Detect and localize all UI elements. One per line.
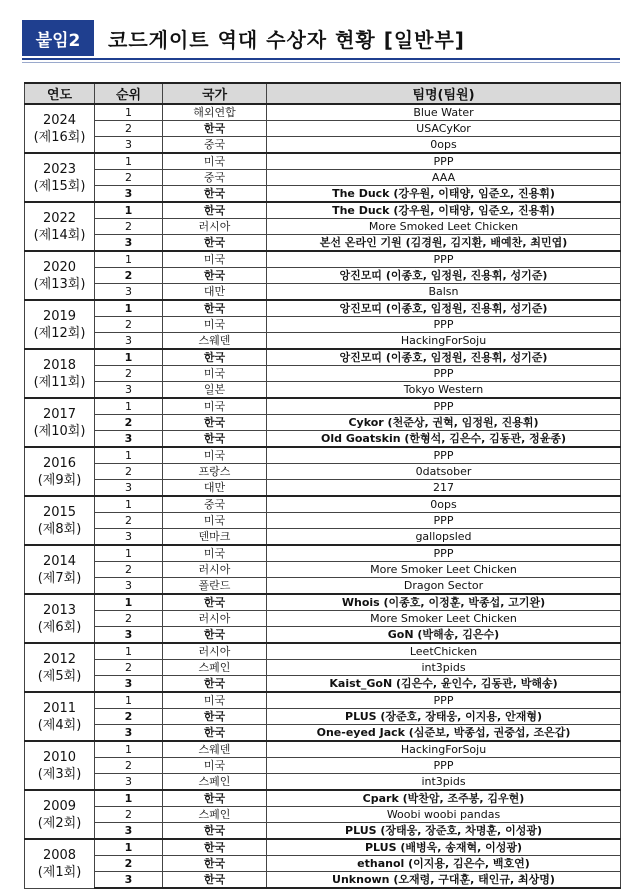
table-row — [25, 186, 621, 203]
country-cell: 한국 — [163, 839, 267, 856]
country-cell: 한국 — [163, 202, 267, 219]
team-cell: Kaist_GoN (김은수, 윤인수, 김동관, 박해송) — [267, 676, 621, 693]
rank-cell: 2 — [95, 317, 163, 333]
rank-cell: 1 — [95, 839, 163, 856]
rank-cell: 1 — [95, 692, 163, 709]
rank-cell: 1 — [95, 496, 163, 513]
edition-value: (제13회) — [33, 276, 86, 292]
rank-cell: 2 — [95, 709, 163, 725]
rank-cell: 2 — [95, 513, 163, 529]
rank-cell: 1 — [95, 202, 163, 219]
year-cell — [25, 251, 95, 300]
edition-value: (제2회) — [37, 815, 82, 831]
country-cell: 한국 — [163, 790, 267, 807]
year-cell — [25, 839, 95, 888]
team-cell: 0ops — [267, 496, 621, 513]
table-row — [25, 660, 621, 676]
table-row — [25, 349, 621, 366]
rank-cell: 3 — [95, 137, 163, 154]
country-cell: 스웨덴 — [163, 741, 267, 758]
country-cell: 중국 — [163, 170, 267, 186]
table-row — [25, 415, 621, 431]
team-cell: Cykor (천준상, 권혁, 임정원, 진용휘) — [267, 415, 621, 431]
table-row — [25, 398, 621, 415]
rank-cell: 3 — [95, 431, 163, 448]
team-cell: 0ops — [267, 137, 621, 154]
team-cell: One-eyed Jack (심준보, 박종섭, 권중섭, 조은갑) — [267, 725, 621, 742]
team-cell: int3pids — [267, 774, 621, 791]
table-row — [25, 790, 621, 807]
team-cell: PPP — [267, 545, 621, 562]
rank-cell: 2 — [95, 758, 163, 774]
rank-cell: 2 — [95, 219, 163, 235]
country-cell: 덴마크 — [163, 529, 267, 546]
rank-cell: 3 — [95, 333, 163, 350]
table-row — [25, 839, 621, 856]
team-cell: PPP — [267, 398, 621, 415]
year-value: 2012 — [42, 651, 77, 667]
rank-cell: 3 — [95, 284, 163, 301]
year-cell — [25, 643, 95, 692]
country-cell: 한국 — [163, 268, 267, 284]
rank-cell: 1 — [95, 153, 163, 170]
page-title: 코드게이트 역대 수상자 현황 [일반부] — [108, 28, 465, 52]
table-row — [25, 104, 621, 121]
table-row — [25, 170, 621, 186]
rank-cell: 3 — [95, 627, 163, 644]
edition-value: (제15회) — [33, 178, 86, 194]
country-cell: 미국 — [163, 692, 267, 709]
rank-cell: 3 — [95, 578, 163, 595]
country-cell: 한국 — [163, 121, 267, 137]
column-header-team: 팀명(팀원) — [267, 83, 621, 104]
year-cell — [25, 349, 95, 398]
team-cell: PPP — [267, 447, 621, 464]
team-cell: AAA — [267, 170, 621, 186]
country-cell: 미국 — [163, 447, 267, 464]
country-cell: 폴란드 — [163, 578, 267, 595]
edition-value: (제7회) — [37, 570, 82, 586]
team-cell: PLUS (장태웅, 장준호, 차명훈, 이성광) — [267, 823, 621, 840]
table-row — [25, 251, 621, 268]
team-cell: 217 — [267, 480, 621, 497]
edition-value: (제9회) — [37, 472, 82, 488]
year-cell — [25, 594, 95, 643]
rank-cell: 3 — [95, 529, 163, 546]
table-body — [25, 104, 621, 888]
header-divider — [22, 58, 620, 60]
rank-cell: 2 — [95, 415, 163, 431]
edition-value: (제16회) — [33, 129, 86, 145]
edition-value: (제8회) — [37, 521, 82, 537]
edition-value: (제10회) — [33, 423, 86, 439]
edition-value: (제6회) — [37, 619, 82, 635]
table-row — [25, 464, 621, 480]
rank-cell: 3 — [95, 774, 163, 791]
team-cell: More Smoked Leet Chicken — [267, 219, 621, 235]
team-cell: PPP — [267, 317, 621, 333]
team-cell: HackingForSoju — [267, 741, 621, 758]
document-header — [22, 18, 620, 58]
country-cell: 스웨덴 — [163, 333, 267, 350]
rank-cell: 1 — [95, 104, 163, 121]
rank-cell: 3 — [95, 382, 163, 399]
year-cell — [25, 447, 95, 496]
rank-cell: 2 — [95, 807, 163, 823]
table-row — [25, 480, 621, 497]
rank-cell: 3 — [95, 823, 163, 840]
table-row — [25, 219, 621, 235]
year-value: 2022 — [42, 210, 77, 226]
edition-value: (제5회) — [37, 668, 82, 684]
year-value: 2009 — [42, 798, 77, 814]
country-cell: 한국 — [163, 300, 267, 317]
rank-cell: 2 — [95, 856, 163, 872]
country-cell: 대만 — [163, 284, 267, 301]
team-cell: PPP — [267, 366, 621, 382]
country-cell: 스페인 — [163, 660, 267, 676]
team-cell: Cpark (박찬암, 조주봉, 김우현) — [267, 790, 621, 807]
team-cell: More Smoker Leet Chicken — [267, 611, 621, 627]
team-cell: GoN (박해송, 김은수) — [267, 627, 621, 644]
rank-cell: 3 — [95, 676, 163, 693]
edition-value: (제12회) — [33, 325, 86, 341]
edition-value: (제1회) — [37, 864, 82, 880]
country-cell: 한국 — [163, 415, 267, 431]
team-cell: ethanol (이지용, 김은수, 백호연) — [267, 856, 621, 872]
country-cell: 한국 — [163, 627, 267, 644]
team-cell: PPP — [267, 153, 621, 170]
team-cell: Old Goatskin (한형석, 김은수, 김동관, 정윤종) — [267, 431, 621, 448]
rank-cell: 1 — [95, 594, 163, 611]
team-cell: gallopsled — [267, 529, 621, 546]
table-row — [25, 235, 621, 252]
country-cell: 한국 — [163, 676, 267, 693]
country-cell: 미국 — [163, 398, 267, 415]
country-cell: 러시아 — [163, 562, 267, 578]
country-cell: 러시아 — [163, 219, 267, 235]
country-cell: 러시아 — [163, 643, 267, 660]
year-value: 2024 — [42, 112, 77, 128]
table-row — [25, 676, 621, 693]
table-row — [25, 300, 621, 317]
table-row — [25, 823, 621, 840]
table-row — [25, 529, 621, 546]
country-cell: 미국 — [163, 758, 267, 774]
table-row — [25, 366, 621, 382]
team-cell: PPP — [267, 758, 621, 774]
team-cell: HackingForSoju — [267, 333, 621, 350]
rank-cell: 3 — [95, 480, 163, 497]
team-cell: Unknown (오재령, 구대훈, 태인규, 최상명) — [267, 872, 621, 889]
country-cell: 미국 — [163, 366, 267, 382]
team-cell: The Duck (강우원, 이태양, 임준오, 진용휘) — [267, 202, 621, 219]
rank-cell: 1 — [95, 545, 163, 562]
year-cell — [25, 104, 95, 153]
winners-table — [24, 82, 621, 889]
team-cell: PPP — [267, 692, 621, 709]
table-row — [25, 611, 621, 627]
table-header-row — [25, 83, 621, 104]
table-row — [25, 856, 621, 872]
team-cell: PPP — [267, 513, 621, 529]
year-cell — [25, 790, 95, 839]
team-cell: Balsn — [267, 284, 621, 301]
country-cell: 스페인 — [163, 807, 267, 823]
rank-cell: 1 — [95, 741, 163, 758]
team-cell: The Duck (강우원, 이태양, 임준오, 진용휘) — [267, 186, 621, 203]
team-cell: 앙진모띠 (이종호, 임정원, 진용휘, 성기준) — [267, 300, 621, 317]
rank-cell: 3 — [95, 186, 163, 203]
rank-cell: 2 — [95, 268, 163, 284]
table-row — [25, 692, 621, 709]
year-cell — [25, 202, 95, 251]
year-cell — [25, 300, 95, 349]
table-row — [25, 121, 621, 137]
table-row — [25, 741, 621, 758]
table-row — [25, 153, 621, 170]
rank-cell: 1 — [95, 349, 163, 366]
year-cell — [25, 496, 95, 545]
country-cell: 한국 — [163, 725, 267, 742]
table-row — [25, 137, 621, 154]
team-cell: More Smoker Leet Chicken — [267, 562, 621, 578]
rank-cell: 1 — [95, 251, 163, 268]
country-cell: 프랑스 — [163, 464, 267, 480]
edition-value: (제11회) — [33, 374, 86, 390]
team-cell: Dragon Sector — [267, 578, 621, 595]
country-cell: 중국 — [163, 137, 267, 154]
country-cell: 미국 — [163, 153, 267, 170]
edition-value: (제4회) — [37, 717, 82, 733]
year-value: 2018 — [42, 357, 77, 373]
country-cell: 중국 — [163, 496, 267, 513]
rank-cell: 3 — [95, 725, 163, 742]
rank-cell: 2 — [95, 611, 163, 627]
table-row — [25, 774, 621, 791]
rank-cell: 2 — [95, 170, 163, 186]
table-row — [25, 333, 621, 350]
rank-cell: 2 — [95, 562, 163, 578]
table-row — [25, 758, 621, 774]
rank-cell: 3 — [95, 872, 163, 889]
country-cell: 한국 — [163, 431, 267, 448]
rank-cell: 1 — [95, 447, 163, 464]
table-row — [25, 643, 621, 660]
column-header-year: 연도 — [25, 83, 95, 104]
year-cell — [25, 545, 95, 594]
table-row — [25, 725, 621, 742]
country-cell: 한국 — [163, 872, 267, 889]
country-cell: 미국 — [163, 513, 267, 529]
table-row — [25, 317, 621, 333]
rank-cell: 1 — [95, 643, 163, 660]
team-cell: Tokyo Western — [267, 382, 621, 399]
table-row — [25, 268, 621, 284]
year-cell — [25, 153, 95, 202]
column-header-country: 국가 — [163, 83, 267, 104]
table-row — [25, 431, 621, 448]
rank-cell: 2 — [95, 121, 163, 137]
table-row — [25, 872, 621, 889]
country-cell: 일본 — [163, 382, 267, 399]
country-cell: 해외연합 — [163, 104, 267, 121]
year-value: 2008 — [42, 847, 77, 863]
year-value: 2016 — [42, 455, 77, 471]
table-row — [25, 382, 621, 399]
year-value: 2013 — [42, 602, 77, 618]
edition-value: (제14회) — [33, 227, 86, 243]
year-cell — [25, 741, 95, 790]
country-cell: 한국 — [163, 709, 267, 725]
team-cell: 앙진모띠 (이종호, 임정원, 진용휘, 성기준) — [267, 268, 621, 284]
country-cell: 한국 — [163, 349, 267, 366]
team-cell: Blue Water — [267, 104, 621, 121]
rank-cell: 2 — [95, 464, 163, 480]
team-cell: Woobi woobi pandas — [267, 807, 621, 823]
table-row — [25, 202, 621, 219]
country-cell: 한국 — [163, 856, 267, 872]
table-row — [25, 562, 621, 578]
team-cell: USACyKor — [267, 121, 621, 137]
rank-cell: 2 — [95, 660, 163, 676]
team-cell: int3pids — [267, 660, 621, 676]
year-value: 2019 — [42, 308, 77, 324]
edition-value: (제3회) — [37, 766, 82, 782]
country-cell: 한국 — [163, 594, 267, 611]
column-header-rank: 순위 — [95, 83, 163, 104]
attachment-badge: 붙임2 — [22, 20, 94, 56]
country-cell: 대만 — [163, 480, 267, 497]
team-cell: 앙진모띠 (이종호, 임정원, 진용휘, 성기준) — [267, 349, 621, 366]
rank-cell: 1 — [95, 300, 163, 317]
table-row — [25, 594, 621, 611]
team-cell: 0datsober — [267, 464, 621, 480]
year-value: 2014 — [42, 553, 77, 569]
team-cell: LeetChicken — [267, 643, 621, 660]
year-value: 2017 — [42, 406, 77, 422]
rank-cell: 2 — [95, 366, 163, 382]
rank-cell: 1 — [95, 398, 163, 415]
team-cell: Whois (이종호, 이정훈, 박종섭, 고기완) — [267, 594, 621, 611]
table-row — [25, 513, 621, 529]
team-cell: 본선 온라인 기원 (김경원, 김지환, 배예찬, 최민엽) — [267, 235, 621, 252]
team-cell: PLUS (장준호, 장태웅, 이지용, 안재형) — [267, 709, 621, 725]
year-cell — [25, 692, 95, 741]
rank-cell: 1 — [95, 790, 163, 807]
country-cell: 미국 — [163, 251, 267, 268]
year-cell — [25, 398, 95, 447]
country-cell: 한국 — [163, 823, 267, 840]
table-row — [25, 627, 621, 644]
year-value: 2011 — [42, 700, 77, 716]
year-value: 2023 — [42, 161, 77, 177]
header-divider-thin — [22, 62, 620, 63]
country-cell: 미국 — [163, 317, 267, 333]
rank-cell: 3 — [95, 235, 163, 252]
table-row — [25, 807, 621, 823]
team-cell: PLUS (배병욱, 송재혁, 이성광) — [267, 839, 621, 856]
table-row — [25, 447, 621, 464]
table-row — [25, 545, 621, 562]
table-row — [25, 496, 621, 513]
year-value: 2020 — [42, 259, 77, 275]
table-row — [25, 284, 621, 301]
team-cell: PPP — [267, 251, 621, 268]
country-cell: 한국 — [163, 235, 267, 252]
year-value: 2010 — [42, 749, 77, 765]
year-value: 2015 — [42, 504, 77, 520]
country-cell: 스페인 — [163, 774, 267, 791]
country-cell: 러시아 — [163, 611, 267, 627]
table-row — [25, 709, 621, 725]
table-row — [25, 578, 621, 595]
country-cell: 한국 — [163, 186, 267, 203]
country-cell: 미국 — [163, 545, 267, 562]
